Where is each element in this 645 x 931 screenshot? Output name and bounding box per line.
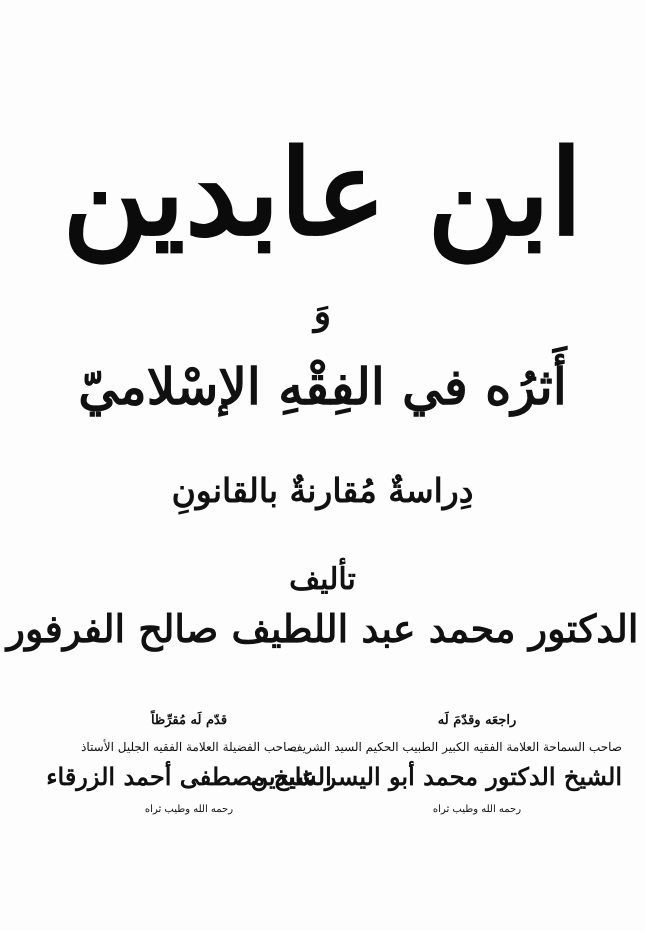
study-description: دِراسةٌ مُقارنةٌ بالقانونِ bbox=[171, 471, 474, 510]
author-label: تأليف bbox=[289, 562, 356, 597]
reviewer-credit bbox=[250, 712, 622, 818]
book-subtitle: أَثرُه في الفِقْهِ الإسْلاميّ bbox=[78, 357, 567, 416]
endorser-name: الشيخ مصطفى أحمد الزرقاء bbox=[46, 762, 332, 791]
reviewer-description: صاحب السماحة العلامة الفقيه الكبير الطبيب الحكيم السيد الشريف bbox=[290, 740, 622, 754]
endorser-description: صاحب الفضيلة العلامة الفقيه الجليل الأستاذ bbox=[81, 740, 297, 754]
author-name: الدكتور محمد عبد اللطيف صالح الفرفور bbox=[6, 606, 639, 651]
endorser-blessing: رحمه الله وطيب ثراه bbox=[144, 804, 234, 815]
reviewer-name: الشيخ الدكتور محمد أبو اليسر عابدين bbox=[250, 762, 622, 791]
conjunction: وَ bbox=[313, 291, 332, 333]
endorser-credit bbox=[44, 712, 334, 818]
reviewer-blessing: رحمه الله وطيب ثراه bbox=[432, 804, 522, 815]
book-title: ابن عابدين bbox=[62, 123, 583, 262]
endorser-role: قدّم لَه مُقرِّظاً bbox=[150, 713, 228, 728]
reviewer-role: راجعَه وقدّمَ لَه bbox=[437, 713, 517, 728]
